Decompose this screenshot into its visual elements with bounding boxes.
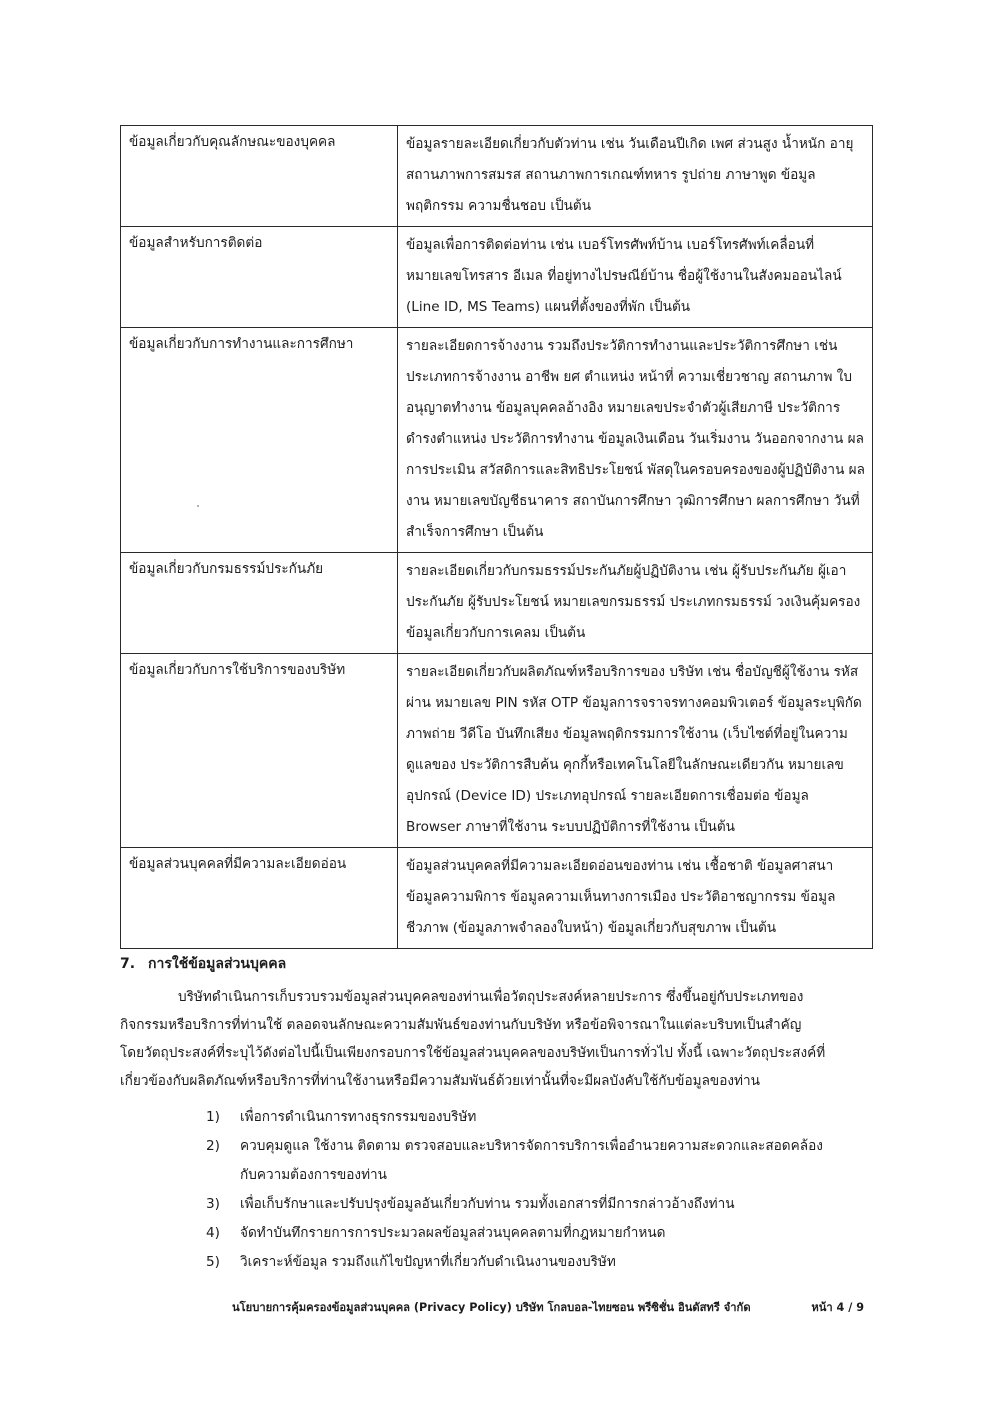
section-paragraph [120,983,873,1095]
list-item [206,1103,866,1132]
list-item-number: 3) [206,1196,220,1212]
description-cell: ข้อมูลเพื่อการติดต่อท่าน เช่น เบอร์โทรศัพท์บ้าน เบอร์โทรศัพท์เคลื่อนที่ หมายเลขโทรสาร อีเมล ที่อยู่ทางไปรษณีย์บ้าน ชื่อผู้ใช้งานในสังคมออนไลน์ (Line ID, MS Teams) แผนที่ตั้งของที่พัก เป็นต้น [398,227,873,328]
list-item-text: วิเคราะห์ข้อมูล รวมถึงแก้ไขปัญหาที่เกี่ยวกับดำเนินงานของบริษัท [240,1254,616,1270]
description-cell: รายละเอียดการจ้างงาน รวมถึงประวัติการทำงานและประวัติการศึกษา เช่น ประเภทการจ้างงาน อาชีพ ยศ ตำแหน่ง หน้าที่ ความเชี่ยวชาญ สถานภาพ ใบอนุญาตทำงาน ข้อมูลบุคคลอ้างอิง หมายเลขประจำตัวผู้เสียภาษี ประวัติการดำรงตำแหน่ง ประวัติการทำงาน ข้อมูลเงินเดือน วันเริ่มงาน วันออกจากงาน ผลการประเมิน สวัสดิการและสิทธิประโยชน์ พัสดุในครอบครองของผู้ปฏิบัติงาน ผลงาน หมายเลขบัญชีธนาคาร สถาบันการศึกษา วุฒิการศึกษา ผลการศึกษา วันที่สำเร็จการศึกษา เป็นต้น [398,328,873,553]
category-cell: ข้อมูลเกี่ยวกับการทำงานและการศึกษา [121,328,398,553]
purpose-list [206,1103,866,1277]
category-cell: ข้อมูลเกี่ยวกับกรมธรรม์ประกันภัย [121,553,398,654]
list-item-text: เพื่อเก็บรักษาและปรับปรุงข้อมูลอันเกี่ยวกับท่าน รวมทั้งเอกสารที่มีการกล่าวอ้างถึงท่าน [240,1196,735,1212]
table-row [121,227,873,328]
description-cell: รายละเอียดเกี่ยวกับผลิตภัณฑ์หรือบริการของ บริษัท เช่น ชื่อบัญชีผู้ใช้งาน รหัสผ่าน หมายเลข PIN รหัส OTP ข้อมูลการจราจรทางคอมพิวเตอร์ ข้อมูลระบุพิกัด ภาพถ่าย วีดีโอ บันทึกเสียง ข้อมูลพฤติกรรมการใช้งาน (เว็บไซต์ที่อยู่ในความดูแลของ ประวัติการสืบค้น คุกกี้หรือเทคโนโลยีในลักษณะเดียวกัน หมายเลขอุปกรณ์ (Device ID) ประเภทอุปกรณ์ รายละเอียดการเชื่อมต่อ ข้อมูล Browser ภาษาที่ใช้งาน ระบบปฏิบัติการที่ใช้งาน เป็นต้น [398,654,873,848]
paragraph-line: บริษัทดำเนินการเก็บรวบรวมข้อมูลส่วนบุคคลของท่านเพื่อวัตถุประสงค์หลายประการ ซึ่งขึ้นอยู่กับประเภทของ [178,989,804,1005]
list-item-number: 2) [206,1138,220,1154]
section-heading [120,953,286,975]
scan-speck [197,505,199,507]
description-cell: ข้อมูลส่วนบุคคลที่มีความละเอียดอ่อนของท่าน เช่น เชื้อชาติ ข้อมูลศาสนา ข้อมูลความพิการ ข้อมูลความเห็นทางการเมือง ประวัติอาชญากรรม ข้อมูลชีวภาพ (ข้อมูลภาพจำลองใบหน้า) ข้อมูลเกี่ยวกับสุขภาพ เป็นต้น [398,848,873,949]
description-cell: ข้อมูลรายละเอียดเกี่ยวกับตัวท่าน เช่น วันเดือนปีเกิด เพศ ส่วนสูง น้ำหนัก อายุ สถานภาพการสมรส สถานภาพการเกณฑ์ทหาร รูปถ่าย ภาษาพูด ข้อมูลพฤติกรรม ความชื่นชอบ เป็นต้น [398,126,873,227]
table-row [121,654,873,848]
page-footer [232,1298,872,1316]
list-item-text: ควบคุมดูแล ใช้งาน ติดตาม ตรวจสอบและบริหารจัดการบริการเพื่ออำนวยความสะดวกและสอดคล้อง [240,1138,823,1154]
list-item [206,1190,866,1219]
page-number: หน้า 4 / 9 [811,1301,864,1314]
section-title: การใช้ข้อมูลส่วนบุคคล [148,956,287,972]
description-cell: รายละเอียดเกี่ยวกับกรมธรรม์ประกันภัยผู้ปฏิบัติงาน เช่น ผู้รับประกันภัย ผู้เอาประกันภัย ผู้รับประโยชน์ หมายเลขกรมธรรม์ ประเภทกรมธรรม์ วงเงินคุ้มครอง ข้อมูลเกี่ยวกับการเคลม เป็นต้น [398,553,873,654]
paragraph-line: โดยวัตถุประสงค์ที่ระบุไว้ดังต่อไปนี้เป็นเพียงกรอบการใช้ข้อมูลส่วนบุคคลของบริษัทเป็นการทั่วไป ทั้งนี้ เฉพาะวัตถุประสงค์ที่ [120,1045,826,1061]
footer-text: นโยบายการคุ้มครองข้อมูลส่วนบุคคล (Privacy Policy) บริษัท โกลบอล-ไทยซอน พรีซิชั่น อินดัสทรี จำกัด [232,1301,751,1314]
list-item-text: กับความต้องการของท่าน [240,1167,387,1183]
category-cell: ข้อมูลเกี่ยวกับการใช้บริการของบริษัท [121,654,398,848]
list-item [206,1219,866,1248]
table-row [121,126,873,227]
list-item [206,1248,866,1277]
category-cell: ข้อมูลเกี่ยวกับคุณลักษณะของบุคคล [121,126,398,227]
list-item-text: จัดทำบันทึกรายการการประมวลผลข้อมูลส่วนบุคคลตามที่กฎหมายกำหนด [240,1225,666,1241]
table-row [121,553,873,654]
personal-data-table [120,125,873,949]
list-item-number: 1) [206,1109,220,1125]
table-row [121,328,873,553]
list-item-number: 5) [206,1254,220,1270]
paragraph-line: เกี่ยวข้องกับผลิตภัณฑ์หรือบริการที่ท่านใช้งานหรือมีความสัมพันธ์ด้วยเท่านั้นที่จะมีผลบังคับใช้กับข้อมูลของท่าน [120,1073,760,1089]
list-item [206,1132,866,1190]
table-row [121,848,873,949]
category-cell: ข้อมูลสำหรับการติดต่อ [121,227,398,328]
list-item-number: 4) [206,1225,220,1241]
paragraph-line: กิจกรรมหรือบริการที่ท่านใช้ ตลอดจนลักษณะความสัมพันธ์ของท่านกับบริษัท หรือข้อพิจารณาในแต่ละบริบทเป็นสำคัญ [120,1017,802,1033]
section-number: 7. [120,956,136,972]
list-item-text: เพื่อการดำเนินการทางธุรกรรมของบริษัท [240,1109,477,1125]
category-cell: ข้อมูลส่วนบุคคลที่มีความละเอียดอ่อน [121,848,398,949]
